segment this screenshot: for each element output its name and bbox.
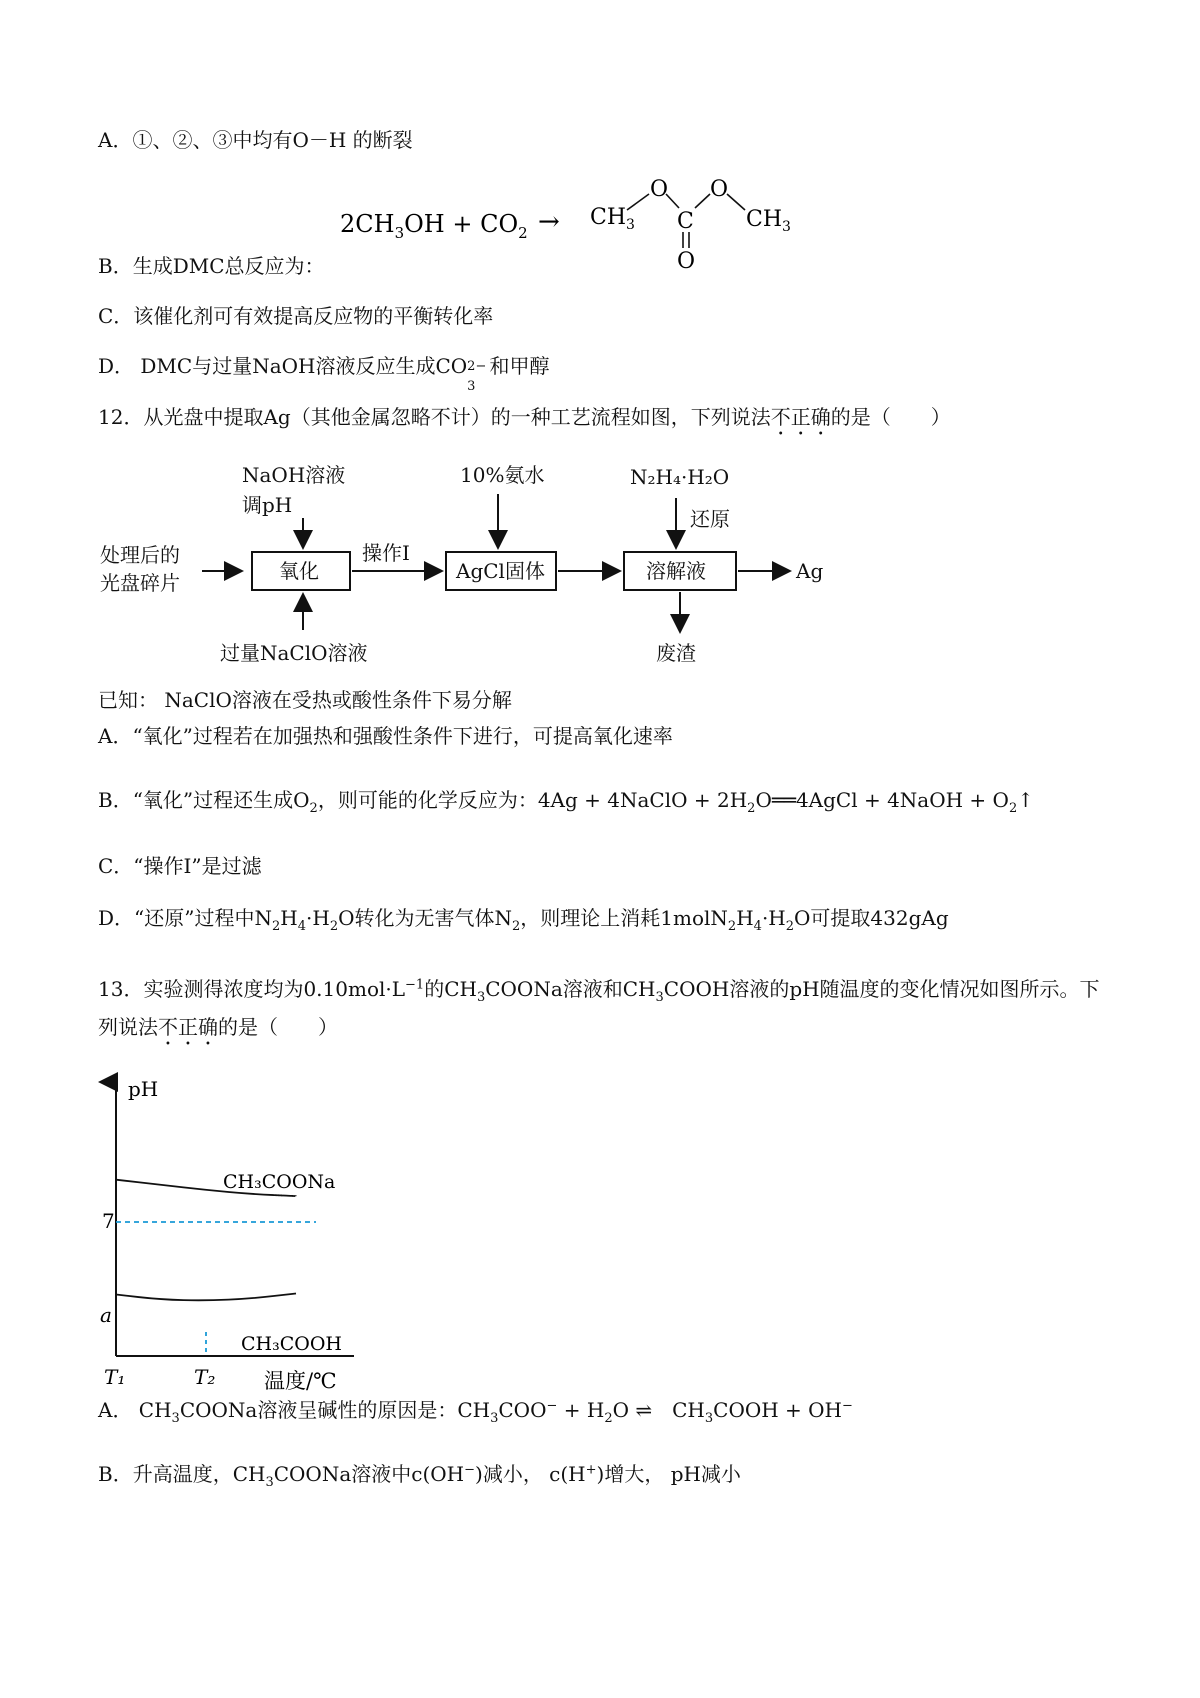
tick-a: a xyxy=(100,1303,112,1327)
dmc-c: C xyxy=(677,209,694,234)
series-ch3cooh-label: CH₃COOH xyxy=(241,1333,342,1355)
q11-option-a: A．①、②、③中均有O－H 的断裂 xyxy=(98,128,413,152)
q12-option-a: A．“氧化”过程若在加强热和强酸性条件下进行，可提高氧化速率 xyxy=(98,724,673,748)
box-agcl-label: AgCl固体 xyxy=(456,559,545,583)
flow-input-line1: 处理后的 xyxy=(100,543,180,567)
box-solution-label: 溶解液 xyxy=(646,559,706,583)
flow-naoh: NaOH溶液 xyxy=(242,463,346,487)
dmc-o3: O xyxy=(677,249,696,272)
series-ch3coona-label: CH₃COONa xyxy=(223,1171,336,1193)
eq-arrow: → xyxy=(538,207,560,237)
box-oxidation-label: 氧化 xyxy=(279,559,319,583)
q12-option-c: C．“操作Ⅰ”是过滤 xyxy=(98,854,262,878)
dmc-o2: O xyxy=(710,177,729,202)
q11-option-c: C．该催化剂可有效提高反应物的平衡转化率 xyxy=(98,304,494,328)
q13-stem: 13．实验测得浓度均为$0.10mol\cdot L^{-1}$的$CH_3COONa$溶液和$CH_3COOH$溶液的pH随温度的变化情况如图所示。下列说法不正确的是（ ） xyxy=(98,977,1100,1039)
tick-t1: T₁ xyxy=(104,1365,126,1389)
x-axis-label: 温度/℃ xyxy=(264,1369,337,1393)
ph-temperature-chart xyxy=(96,1070,396,1400)
q12-option-b: B．“氧化”过程还生成$O_2$，则可能的化学反应为：4Ag + 4NaClO + $2H_2O══4AgCl$ + 4NaOH + $O_2↑$ xyxy=(98,788,1034,816)
q11-option-b: B．生成DMC总反应为： xyxy=(98,254,325,278)
flow-ph: 调pH xyxy=(242,493,293,517)
dmc-o1: O xyxy=(650,177,669,202)
q12-stem: 12．从光盘中提取Ag（其他金属忽略不计）的一种工艺流程如图，下列说法不正确的是（ ） xyxy=(98,405,951,429)
q13-option-a: A． $CH_3COONa$溶液呈碱性的原因是：$CH_3COO^- + H_2O$ ⇌ $CH_3COOH + OH^-$ xyxy=(98,1398,853,1426)
q13-option-b: B．升高温度，$CH_3COONa$溶液中c(OH−)减小， c(H+)增大， pH减小 xyxy=(98,1462,741,1490)
bond-3 xyxy=(695,194,710,208)
bond-4 xyxy=(727,194,745,210)
q11-option-d: D． DMC与过量NaOH溶液反应生成CO 2− 3 和甲醇 xyxy=(98,354,550,394)
q12-known: 已知： NaClO溶液在受热或酸性条件下易分解 xyxy=(98,688,512,712)
flow-op1: 操作I xyxy=(362,541,410,565)
q12-option-d: D．“还原”过程中$N_2H_4\cdot H_2O$转化为无害气体$N_2$，则理论上消耗$1molN_2H_4\cdot H_2O$可提取432gAg xyxy=(98,906,949,934)
eq-left-text: $2CH_3OH + CO_2$ xyxy=(340,210,528,242)
series-ch3cooh-line xyxy=(116,1293,296,1300)
flow-reduce: 还原 xyxy=(690,507,730,531)
dmc-ch3-right: $CH_3$ xyxy=(746,207,791,235)
tick-7: 7 xyxy=(102,1209,115,1233)
bond-1 xyxy=(627,194,649,210)
dmc-ch3-left: $CH_3$ xyxy=(590,205,635,233)
dmc-equation xyxy=(340,172,810,272)
y-axis-label: pH xyxy=(128,1077,159,1101)
q12-flowchart xyxy=(90,460,890,680)
flow-ammonia: 10%氨水 xyxy=(460,463,545,487)
flow-naclo: 过量NaClO溶液 xyxy=(220,641,368,665)
flow-n2h4: N₂H₄·H₂O xyxy=(630,465,730,489)
flow-ag: Ag xyxy=(796,559,824,583)
tick-t2: T₂ xyxy=(194,1365,216,1389)
flow-input-line2: 光盘碎片 xyxy=(100,571,180,595)
flow-waste: 废渣 xyxy=(656,641,696,665)
